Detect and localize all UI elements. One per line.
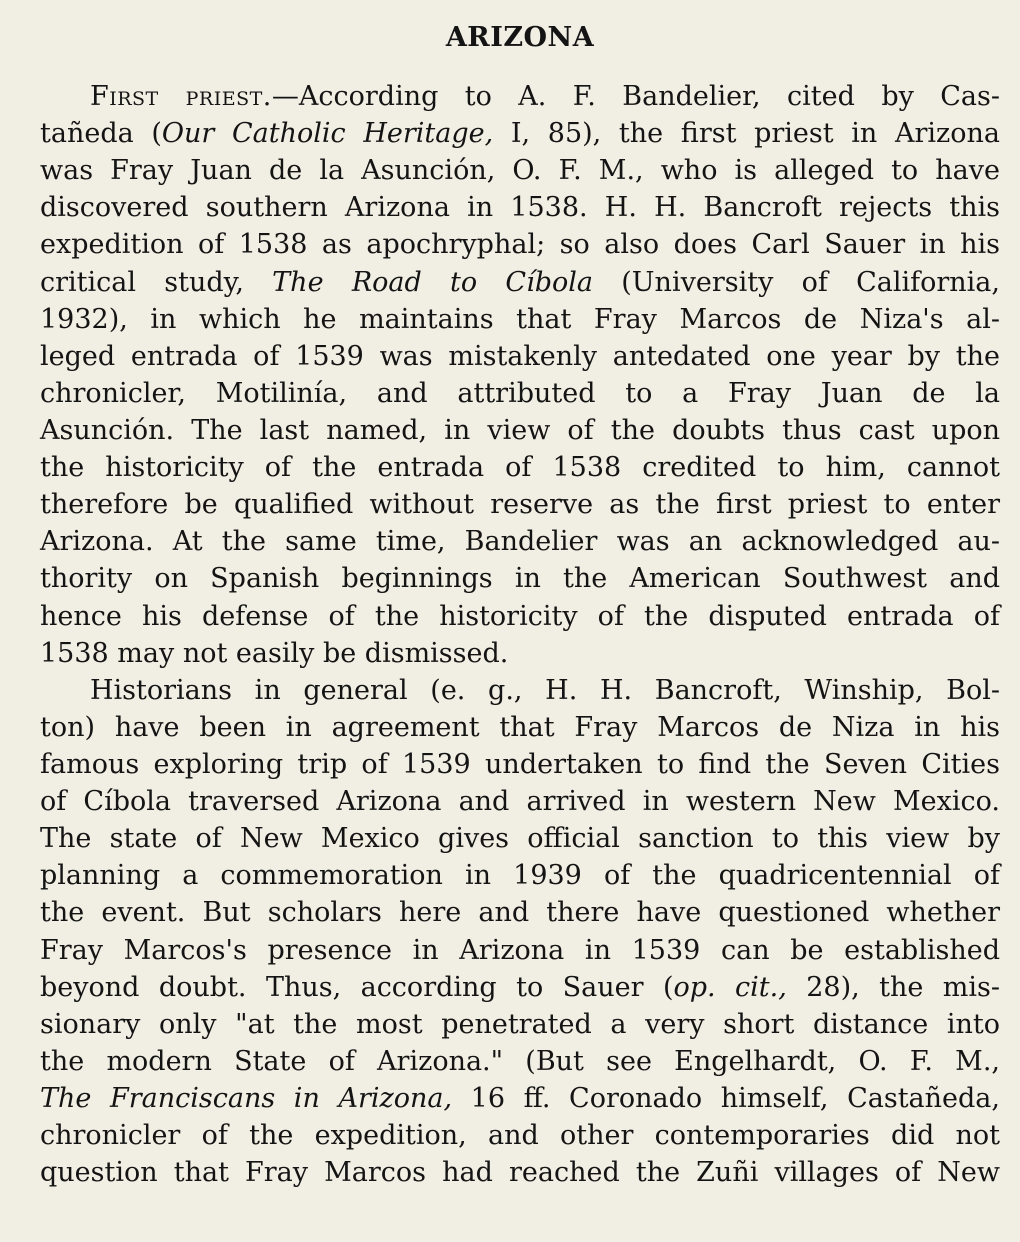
- text-line: [40, 709, 1000, 746]
- text-run: of Cíbola traversed Arizona and arrived in western New Mexico.: [40, 786, 1000, 818]
- text-run: ton) have been in agreement that Fray Marcos de Niza in his: [40, 711, 1000, 743]
- body-text: [40, 78, 1000, 1191]
- text-line-content: [40, 152, 1000, 189]
- text-run: The state of New Mexico gives official sanction to this view by: [40, 823, 1000, 855]
- text-run: discovered southern Arizona in 1538. H. H. Bancroft rejects this: [40, 192, 1000, 224]
- text-line-content: [40, 1080, 1000, 1117]
- text-line-content: [40, 226, 1000, 263]
- italic-text: The Franciscans in Arizona,: [40, 1082, 453, 1114]
- text-run: chronicler of the expedition, and other contemporaries did not: [40, 1120, 1000, 1152]
- text-line: [40, 1154, 1000, 1191]
- text-line: [40, 264, 1000, 301]
- text-run: Fray Marcos's presence in Arizona in 1539 can be established: [40, 934, 1000, 966]
- text-run: planning a commemoration in 1939 of the quadricentennial of: [40, 860, 1000, 892]
- text-line: [40, 523, 1000, 560]
- text-line: [40, 1043, 1000, 1080]
- text-line-content: [40, 375, 1000, 412]
- text-line-content: [40, 746, 1000, 783]
- text-line: [40, 1080, 1000, 1117]
- text-run: the historicity of the entrada of 1538 credited to him, cannot: [40, 452, 1000, 484]
- text-line: [40, 1006, 1000, 1043]
- italic-text: Our Catholic Heritage,: [161, 118, 494, 150]
- text-line-content: [40, 301, 1000, 338]
- text-line: [40, 598, 1000, 635]
- text-run: beyond doubt. Thus, according to Sauer (: [40, 971, 674, 1003]
- text-line: [40, 226, 1000, 263]
- text-line-content: [40, 894, 1000, 931]
- text-run: was Fray Juan de la Asunción, O. F. M., who is alleged to have: [40, 155, 1000, 187]
- text-line: [40, 783, 1000, 820]
- text-line-content: [90, 78, 1000, 115]
- text-run: question that Fray Marcos had reached the Zuñi villages of New: [40, 1157, 1000, 1189]
- text-run: famous exploring trip of 1539 undertaken to find the Seven Cities: [40, 748, 1000, 780]
- text-run: —According to A. F. Bandelier, cited by Cas-: [271, 81, 1000, 112]
- text-line: [40, 635, 1000, 672]
- text-line-content: [40, 820, 1000, 857]
- text-line-content: [40, 338, 1000, 375]
- text-line: [40, 152, 1000, 189]
- text-line-content: [40, 486, 1000, 523]
- text-run: chronicler, Motilinía, and attributed to a Fray Juan de la: [40, 377, 1000, 409]
- text-line: [40, 672, 1000, 709]
- text-line-content: [40, 115, 1000, 152]
- text-line: [40, 1117, 1000, 1154]
- text-line-content: [40, 857, 1000, 894]
- text-run: sionary only "at the most penetrated a very short distance into: [40, 1008, 1000, 1040]
- italic-text: op. cit.,: [673, 971, 787, 1003]
- text-line-content: [40, 1043, 1000, 1080]
- text-line: [40, 115, 1000, 152]
- text-run: tañeda (: [40, 118, 162, 150]
- text-run: Arizona. At the same time, Bandelier was an acknowledged au-: [40, 526, 1000, 558]
- text-line-content: [40, 635, 1000, 672]
- text-run: I, 85), the first priest in Arizona: [493, 118, 1000, 150]
- text-line: [40, 932, 1000, 969]
- text-run: therefore be qualified without reserve as the first priest to enter: [40, 489, 1000, 521]
- text-line: [40, 449, 1000, 486]
- text-line: [40, 894, 1000, 931]
- text-run: the modern State of Arizona." (But see Engelhardt, O. F. M.,: [40, 1045, 1000, 1077]
- text-line: [40, 746, 1000, 783]
- text-run: 1932), in which he maintains that Fray Marcos de Niza's al-: [40, 303, 1000, 335]
- text-line: [40, 857, 1000, 894]
- text-run: critical study,: [40, 266, 273, 298]
- text-run: expedition of 1538 as apochryphal; so also does Carl Sauer in his: [40, 229, 1000, 261]
- run-in-heading: First priest.: [90, 81, 272, 112]
- text-line-content: [40, 969, 1000, 1006]
- text-line-content: [40, 1154, 1000, 1191]
- text-run: thority on Spanish beginnings in the American Southwest and: [40, 563, 1000, 595]
- text-run: 1538 may not easily be dismissed.: [40, 637, 509, 669]
- text-line-content: [40, 598, 1000, 635]
- text-line: [40, 78, 1000, 115]
- text-run: 16 ff. Coronado himself, Castañeda,: [452, 1082, 1000, 1114]
- text-run: Asunción. The last named, in view of the doubts thus cast upon: [40, 414, 1000, 446]
- text-line: [40, 338, 1000, 375]
- text-line: [40, 189, 1000, 226]
- text-line: [40, 820, 1000, 857]
- text-run: Historians in general (e. g., H. H. Bancroft, Winship, Bol-: [90, 674, 1000, 706]
- text-line-content: [40, 783, 1000, 820]
- text-line-content: [40, 412, 1000, 449]
- text-line-content: [40, 523, 1000, 560]
- text-line-content: [40, 1117, 1000, 1154]
- text-line-content: [40, 449, 1000, 486]
- text-run: 28), the mis-: [786, 971, 1000, 1003]
- text-line-content: [40, 264, 1000, 301]
- text-line-content: [90, 672, 1000, 709]
- text-line-content: [40, 189, 1000, 226]
- text-line-content: [40, 709, 1000, 746]
- text-line: [40, 375, 1000, 412]
- text-run: (University of California,: [593, 266, 1000, 298]
- text-line: [40, 969, 1000, 1006]
- text-run: hence his defense of the historicity of the disputed entrada of: [40, 600, 1000, 632]
- text-line-content: [40, 560, 1000, 597]
- text-line: [40, 560, 1000, 597]
- text-run: leged entrada of 1539 was mistakenly antedated one year by the: [40, 340, 1000, 372]
- italic-text: The Road to Cíbola: [272, 266, 593, 298]
- page-heading: ARIZONA: [445, 22, 595, 53]
- text-line-content: [40, 1006, 1000, 1043]
- text-run: the event. But scholars here and there have questioned whether: [40, 897, 1000, 929]
- text-line-content: [40, 932, 1000, 969]
- text-line: [40, 486, 1000, 523]
- text-line: [40, 412, 1000, 449]
- text-line: [40, 301, 1000, 338]
